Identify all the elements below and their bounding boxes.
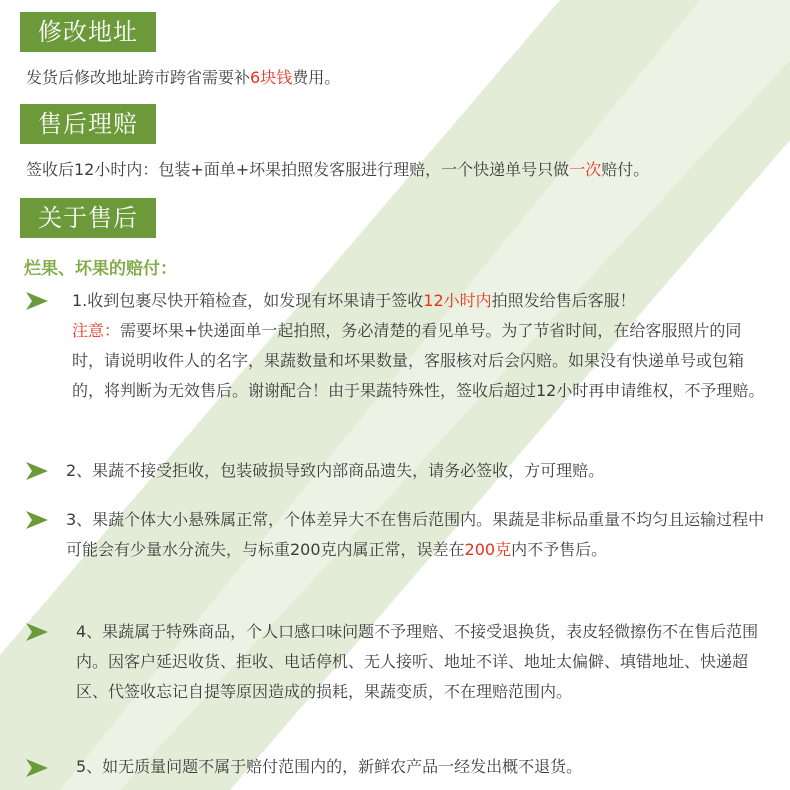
address-fee-highlight: 6块钱 — [250, 68, 293, 87]
arrow-bullet-icon — [26, 292, 48, 310]
policy-item-3-text — [66, 505, 772, 565]
policy-item-1-note: 需要坏果+快递面单一起拍照，务必清楚的看见单号。为了节省时间，在给客服照片的同时，请说明收件人的名字，果蔬数量和坏果数量，客服核对后会闪赔。如果没有快递单号或包箱的，将判断为无效售后。谢谢配合！由于果蔬特殊性，签收后超过12小时再申请维权，不予理赔。 — [72, 321, 765, 400]
policy-item-2-text: 2、果蔬不接受拒收，包装破损导致内部商品遗失，请务必签收，方可理赔。 — [66, 461, 605, 480]
address-change-note — [26, 66, 340, 90]
claims-once-highlight: 一次 — [569, 160, 602, 179]
section-title-address: 修改地址 — [20, 12, 156, 52]
note-label: 注意： — [72, 321, 121, 340]
policy-item-4-text: 4、果蔬属于特殊商品，个人口感口味问题不予理赔、不接受退换货，表皮轻微擦伤不在售后范围内。因客户延迟收货、拒收、电话停机、无人接听、地址不详、地址太偏僻、填错地址、快递超区、代签收忘记自提等原因造成的损耗，果蔬变质，不在理赔范围内。 — [76, 622, 759, 701]
policy-item-3-highlight: 200克 — [464, 540, 512, 559]
policy-item-1-highlight: 12小时内 — [423, 291, 492, 310]
arrow-bullet-icon — [26, 759, 48, 777]
arrow-bullet-icon — [26, 511, 48, 529]
claims-note-end: 赔付。 — [601, 160, 650, 179]
policy-item-1-text — [72, 286, 772, 406]
arrow-bullet-icon — [26, 462, 48, 480]
claims-note-text: 签收后12小时内：包装+面单+坏果拍照发客服进行理赔，一个快递单号只做 — [26, 160, 570, 179]
arrow-bullet-icon — [26, 623, 48, 641]
address-note-text: 发货后修改地址跨市跨省需要补 — [26, 68, 251, 87]
section-title-claims: 售后理赔 — [20, 104, 156, 144]
after-sales-subhead: 烂果、坏果的赔付： — [24, 259, 177, 279]
claims-note — [26, 158, 649, 182]
address-note-end: 费用。 — [292, 68, 341, 87]
policy-item-5-text: 5、如无质量问题不属于赔付范围内的，新鲜农产品一经发出概不退货。 — [76, 757, 583, 776]
policy-item-1-end: 拍照发给售后客服！ — [491, 291, 636, 310]
policy-item-3-main: 3、果蔬个体大小悬殊属正常，个体差异大不在售后范围内。果蔬是非标品重量不均匀且运输过程中可能会有少量水分流失，与标重200克内属正常，误差在 — [66, 510, 765, 559]
section-title-after-sales: 关于售后 — [20, 198, 156, 238]
policy-item-3-end: 内不予售后。 — [511, 540, 608, 559]
policy-item-1-main: 1.收到包裹尽快开箱检查，如发现有坏果请于签收 — [72, 291, 424, 310]
